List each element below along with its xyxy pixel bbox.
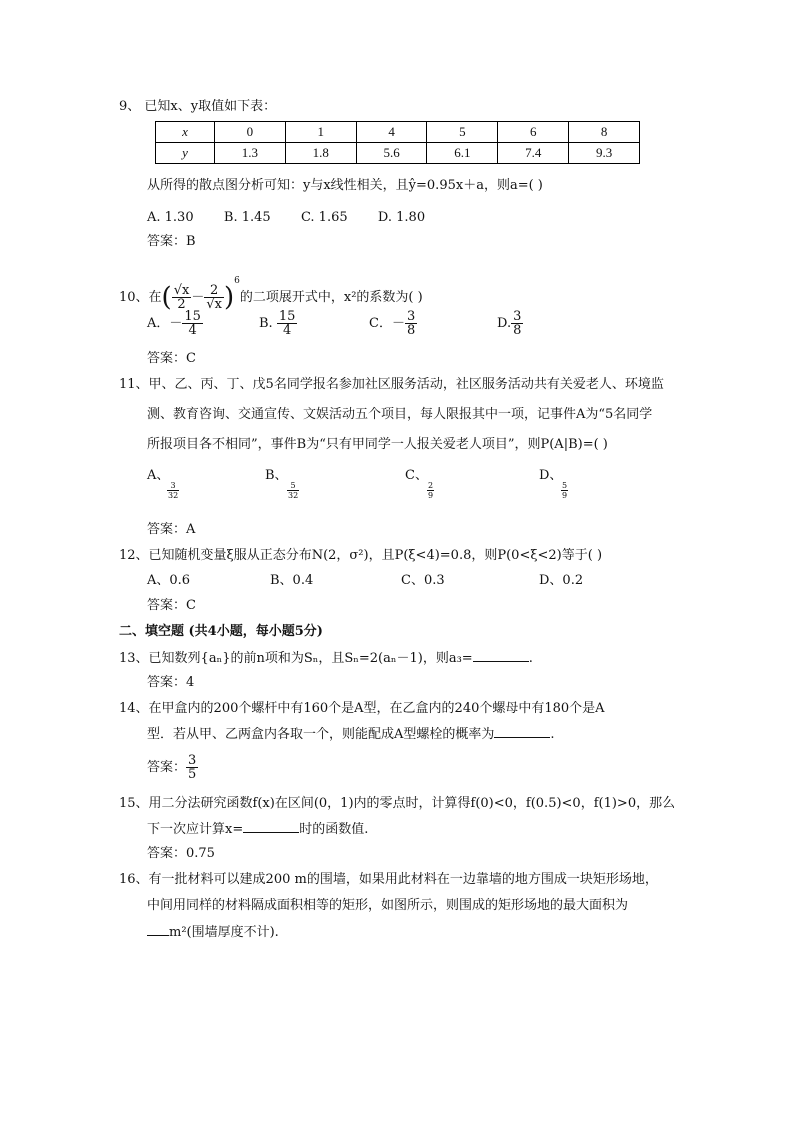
- q16-line3: m²(围墙厚度不计).: [147, 923, 279, 942]
- section-heading: 二、填空题 (共4小题，每小题5分): [119, 624, 323, 639]
- option-c: C. 1.65: [300, 210, 348, 225]
- q15-line1: 15、用二分法研究函数f(x)在区间(0，1)内的零点时，计算得f(0)<0，f(0.5)<0，f(1)>0，那么: [119, 796, 676, 811]
- table-cell: 5.6: [356, 143, 427, 164]
- q12-stem: 12、已知随机变量ξ服从正态分布N(2，σ²)，且P(ξ<4)=0.8，则P(0<ξ<2)等于( ): [119, 548, 603, 563]
- table-cell: 5: [427, 122, 498, 143]
- option-b: B、 5 32: [265, 468, 299, 500]
- q11-line1: 11、甲、乙、丙、丁、戊5名同学报名参加社区服务活动，社区服务活动共有关爱老人、环境监: [119, 377, 664, 392]
- q10-stem: 10、在( $\frac{√x}{2}$ － $\frac{2}{√x}$ )$^6$的二项展开式中，x²的系数为( ): [119, 276, 423, 313]
- q16-line2: 中间用同样的材料隔成面积相等的矩形，如图所示，则围成的矩形场地的最大面积为: [147, 898, 629, 913]
- q9-answer: 答案：B: [147, 234, 196, 249]
- fraction: $\frac{3}{5}$: [188, 753, 197, 782]
- option-b: B. 1.45: [223, 210, 271, 225]
- table-row: [156, 143, 640, 164]
- xy-value-table: [155, 121, 640, 164]
- option-d: D、0.2: [539, 573, 584, 588]
- option-d: D. $\frac{3}{8}$: [497, 309, 522, 338]
- option-d: D、 5 9: [539, 468, 568, 500]
- q9-options: [147, 209, 425, 227]
- option-c: C、0.3: [401, 573, 445, 588]
- q10-tail: 的二项展开式中，x²的系数为( ): [239, 290, 423, 305]
- table-cell: 0: [215, 122, 286, 143]
- option-a: A．－ $\frac{15}{4}$: [147, 309, 201, 338]
- q12-answer: 答案：C: [147, 598, 196, 613]
- q14-line1: 14、在甲盒内的200个螺杆中有160个是A型，在乙盒内的240个螺母中有180个是A: [119, 701, 605, 716]
- option-a: A. 1.30: [147, 210, 194, 225]
- q11-line2: 测、教育咨询、交通宣传、文娱活动五个项目，每人限报其中一项，记事件A为“5名同学: [147, 407, 653, 422]
- q16-line1: 16、有一批材料可以建成200 m的围墙，如果用此材料在一边靠墙的地方围成一块矩形场地，: [119, 872, 658, 887]
- answer-blank: [147, 923, 169, 936]
- table-cell: 8: [569, 122, 640, 143]
- table-cell: 1.3: [215, 143, 286, 164]
- answer-blank: [243, 820, 299, 833]
- fraction: $\frac{2}{√x}$: [206, 283, 222, 312]
- table-cell: 6.1: [427, 143, 498, 164]
- table-cell: 1: [285, 122, 356, 143]
- answer-blank: [473, 649, 529, 662]
- q10-answer: 答案：C: [147, 351, 196, 366]
- option-c: C、 2 9: [405, 468, 434, 500]
- q15-answer: 答案：0.75: [147, 846, 215, 861]
- option-b: B. $\frac{15}{4}$: [259, 309, 296, 338]
- option-b: B、0.4: [270, 573, 314, 588]
- table-row: [156, 122, 640, 143]
- q11-line3: 所报项目各不相同”，事件B为“只有甲同学一人报关爱老人项目”，则P(A|B)=( ): [147, 437, 608, 452]
- answer-blank: [494, 725, 550, 738]
- option-d: D. 1.80: [377, 210, 426, 225]
- table-cell: 6: [498, 122, 569, 143]
- q9-text: 从所得的散点图分析可知：y与x线性相关，且ŷ=0.95x＋a，则a=( ): [147, 178, 543, 193]
- option-a: A、 3 32: [147, 468, 179, 500]
- q10-num: 10、在: [119, 290, 162, 305]
- table-cell: 9.3: [569, 143, 640, 164]
- option-a: A、0.6: [147, 573, 191, 588]
- table-cell: 7.4: [498, 143, 569, 164]
- q14-line2: 型．若从甲、乙两盒内各取一个，则能配成A型螺栓的概率为 .: [147, 727, 555, 742]
- q13-answer: 答案：4: [147, 675, 195, 690]
- table-cell: y: [156, 143, 215, 164]
- table-cell: 1.8: [285, 143, 356, 164]
- q9-stem: 9、 已知x、y取值如下表：: [119, 99, 277, 114]
- q13-stem: 13、已知数列{aₙ}的前n项和为Sₙ，且Sₙ=2(aₙ－1)，则a₃= .: [119, 651, 533, 666]
- q11-answer: 答案：A: [147, 522, 196, 537]
- q14-answer: 答案： $\frac{3}{5}$: [147, 753, 197, 782]
- option-c: C．－ $\frac{3}{8}$: [369, 309, 416, 338]
- fraction: $\frac{√x}{2}$: [173, 283, 190, 312]
- table-cell: x: [156, 122, 215, 143]
- q15-line2: 下一次应计算x= 时的函数值.: [147, 822, 369, 837]
- table-cell: 4: [356, 122, 427, 143]
